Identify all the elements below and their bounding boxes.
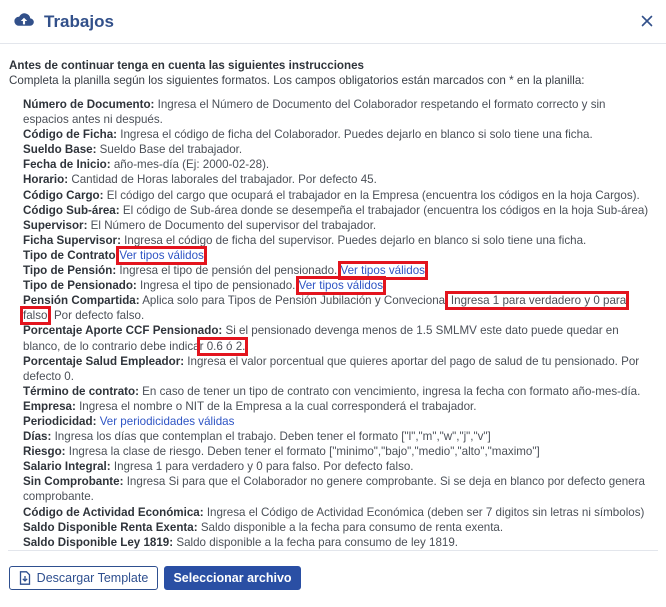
row-numero-documento: Número de Documento: Ingresa el Número de Documento del Colaborador respetando el formato correcto y sin espacios antes ni después. bbox=[23, 98, 606, 127]
ver-tipos-pension-link[interactable]: Ver tipos válidos bbox=[340, 264, 425, 278]
row-sin-comprobante: Sin Comprobante: Ingresa Si para que el Colaborador no genere comprobante. Si se deja en blanco por defecto genera comprobante. bbox=[23, 475, 645, 504]
row-ficha-supervisor: Ficha Supervisor: Ingresa el código de ficha del supervisor. Puedes dejarlo en blanco si solo tiene una ficha. bbox=[23, 233, 587, 247]
instructions-intro bbox=[9, 58, 659, 88]
field-instructions-list bbox=[23, 97, 653, 550]
row-empresa: Empresa: Ingresa el nombre o NIT de la Empresa a la cual corresponderá el trabajador. bbox=[23, 399, 477, 413]
row-codigo-subarea: Código Sub-área: El código de Sub-área donde se desempeña el trabajador (encuentra los códigos en la hoja Sub-área) bbox=[23, 203, 649, 217]
select-file-label: Seleccionar archivo bbox=[173, 571, 292, 585]
instructions-text: Completa la planilla según los siguientes formatos. Los campos obligatorios están marcados con * en la planilla: bbox=[9, 74, 585, 87]
row-tipo-contrato: Tipo de Contrato:Ver tipos válidos bbox=[23, 248, 204, 262]
row-saldo-ley-1819: Saldo Disponible Ley 1819: Saldo disponible a la fecha para consumo de ley 1819. bbox=[23, 535, 459, 549]
row-fecha-inicio: Fecha de Inicio: año-mes-día (Ej: 2000-02-28). bbox=[23, 158, 270, 172]
ver-periodicidades-link[interactable]: Ver periodicidades válidas bbox=[99, 414, 235, 428]
download-template-label: Descargar Template bbox=[36, 571, 149, 585]
row-actividad-economica: Código de Actividad Económica: Ingresa el Código de Actividad Económica (deben ser 7 digitos sin letras ni símbolos) bbox=[23, 505, 645, 519]
cloud-upload-icon bbox=[13, 11, 35, 29]
row-codigo-ficha: Código de Ficha: Ingresa el código de ficha del Colaborador. Puedes dejarlo en blanco si solo tiene una ficha. bbox=[23, 128, 593, 142]
row-sueldo-base: Sueldo Base: Sueldo Base del trabajador. bbox=[23, 143, 243, 157]
row-tipo-pensionado: Tipo de Pensionado: Ingresa el tipo de pensionado. Ver tipos válidos bbox=[23, 279, 384, 293]
row-termino-contrato: Término de contrato: En caso de tener un tipo de contrato con vencimiento, ingresa la fecha con formato año-mes-día. bbox=[23, 384, 641, 398]
porcentaje-ccf-highlight: r 0.6 ó 2. bbox=[199, 339, 246, 353]
row-supervisor: Supervisor: El Número de Documento del supervisor del trabajador. bbox=[23, 218, 377, 232]
ver-tipos-contrato-link[interactable]: Ver tipos válidos bbox=[119, 248, 204, 262]
row-periodicidad: Periodicidad: Ver periodicidades válidas bbox=[23, 414, 235, 428]
select-file-button[interactable] bbox=[164, 566, 301, 590]
modal-title: Trabajos bbox=[44, 12, 114, 31]
row-porcentaje-ccf: Porcentaje Aporte CCF Pensionado: Si el pensionado devenga menos de 1.5 SMLMV este dato puede quedar en blanco, de lo contrario debe indicar 0.6 ó 2. bbox=[23, 324, 619, 353]
ver-tipos-pensionado-link[interactable]: Ver tipos válidos bbox=[298, 279, 384, 293]
download-template-button[interactable] bbox=[9, 566, 158, 590]
row-saldo-renta-exenta: Saldo Disponible Renta Exenta: Saldo disponible a la fecha para consumo de renta exenta. bbox=[23, 520, 504, 534]
row-salario-integral: Salario Integral: Ingresa 1 para verdadero y 0 para falso. Por defecto falso. bbox=[23, 460, 414, 474]
file-download-icon bbox=[19, 571, 31, 585]
row-porcentaje-salud: Porcentaje Salud Empleador: Ingresa el valor porcentual que quieres aportar del pago de salud de tu pensionado. Por defecto 0. bbox=[23, 354, 640, 383]
pension-compartida-highlight: Ingresa 1 para verdadero y 0 para falso bbox=[23, 294, 627, 323]
row-riesgo: Riesgo: Ingresa la clase de riesgo. Deben tener el formato ["minimo","bajo","medio","alto","maximo"] bbox=[23, 445, 540, 459]
footer-divider bbox=[8, 550, 658, 551]
row-dias: Días: Ingresa los días que contemplan el trabajo. Deben tener el formato ["l","m","w","j","v"] bbox=[23, 430, 491, 444]
row-tipo-pension: Tipo de Pensión: Ingresa el tipo de pensión del pensionado. Ver tipos válidos bbox=[23, 264, 425, 278]
modal-header bbox=[0, 0, 666, 44]
row-horario: Horario: Cantidad de Horas laborales del trabajador. Por defecto 45. bbox=[23, 173, 377, 187]
row-pension-compartida: Pensión Compartida: Aplica solo para Tipos de Pensión Jubilación y Convecional Ingresa 1 para verdadero y 0 para falso. Por defecto falso. bbox=[23, 294, 627, 323]
close-icon[interactable] bbox=[638, 12, 656, 30]
instructions-heading: Antes de continuar tenga en cuenta las siguientes instrucciones bbox=[9, 59, 364, 72]
row-codigo-cargo: Código Cargo: El código del cargo que ocupará el trabajador en la Empresa (encuentra los códigos en la hoja Cargos). bbox=[23, 188, 640, 202]
